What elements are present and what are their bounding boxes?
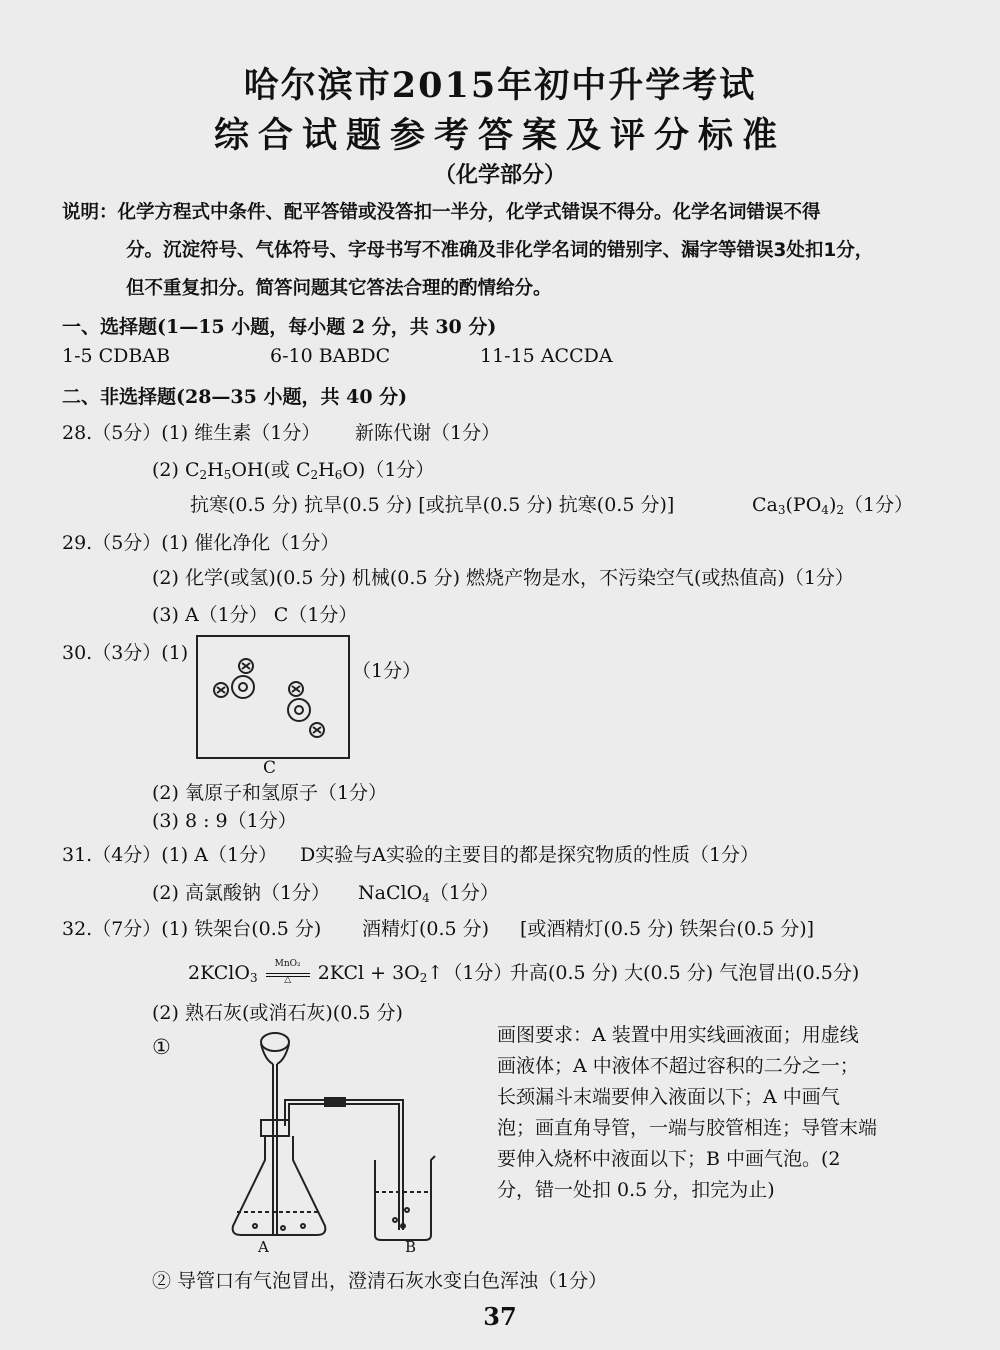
- q32-last-line: ② 导管口有气泡冒出，澄清石灰水变白色浑浊（1分）: [152, 1270, 608, 1292]
- q28-line3b: $Ca_3(PO_4)_2(1$分）: [752, 494, 914, 517]
- diagram-label-c: C: [263, 758, 277, 778]
- q29-line3: (3) A（1分） C（1分）: [152, 604, 358, 626]
- q31-line1b: D实验与A实验的主要目的都是探究物质的性质（1分）: [300, 844, 760, 866]
- note-line2: 分。沉淀符号、气体符号、字母书写不准确及非化学名词的错别字、漏字等错误3处扣1分，: [126, 240, 874, 261]
- section1-heading: 一、选择题(1—15 小题，每小题 2 分，共 30 分): [62, 316, 497, 338]
- q28-line1: 28.（5分）(1) 维生素（1分）: [62, 422, 321, 444]
- choice-answers-11-15: 11-15 ACCDA: [480, 345, 613, 367]
- note-line3: 但不重复扣分。简答问题其它答法合理的酌情给分。: [126, 278, 552, 299]
- drawing-requirements: 画图要求：A 装置中用实线画液面；用虚线画液体；A 中液体不超过容积的二分之一；长颈漏斗末端要伸入液面以下；A 中画气泡；画直角导管，一端与胶管相连；导管末端要伸入烧杯中液面以下；B 中画气泡。(2 分，错一处扣 0.5 分，扣完为止): [497, 1024, 878, 1201]
- circle-one-marker: ①: [152, 1035, 171, 1059]
- choice-answers-6-10: 6-10 BABDC: [270, 345, 391, 367]
- page-title-line2: 综合试题参考答案及评分标准: [213, 115, 786, 156]
- choice-answers-1-5: 1-5 CDBAB: [62, 345, 171, 367]
- q28-line3a: 抗寒(0.5 分) 抗旱(0.5 分) [或抗旱(0.5 分) 抗寒(0.5 分)]: [190, 494, 675, 516]
- q32-line3: (2) 熟石灰(或消石灰)(0.5 分): [152, 1002, 403, 1024]
- q31-line2b: NaClO$_4$（1分）: [358, 882, 499, 905]
- page-subtitle: （化学部分）: [433, 162, 566, 188]
- q31-line2: (2) 高氯酸钠（1分）: [152, 882, 331, 904]
- molecule-diagram-box: [196, 635, 350, 759]
- q30-score: （1分）: [352, 660, 422, 682]
- q28-line1b: 新陈代谢（1分）: [355, 422, 501, 444]
- apparatus-label-b: B: [405, 1238, 417, 1256]
- chemical-equation: 2KClO$_3$ MnO₂ △ $2KCl + 3O_2↑(1$分）: [188, 959, 513, 985]
- q32-eq-after: 升高(0.5 分) 大(0.5 分) 气泡冒出(0.5分): [510, 962, 860, 984]
- q32-line1: 32.（7分）(1) 铁架台(0.5 分): [62, 918, 322, 940]
- q31-line1: 31.（4分）(1) A（1分）: [62, 844, 278, 866]
- q32-line1c: [或酒精灯(0.5 分) 铁架台(0.5 分)]: [520, 918, 815, 940]
- gas-apparatus-diagram: [225, 1030, 465, 1264]
- q30-line1: 30.（3分）(1): [62, 642, 189, 664]
- q29-line1: 29.（5分）(1) 催化净化（1分）: [62, 532, 340, 554]
- note-line1: 说明：化学方程式中条件、配平答错或没答扣一半分，化学式错误不得分。化学名词错误不得: [62, 202, 821, 223]
- water-molecule-icon: [198, 637, 348, 757]
- page-title-line1: 哈尔滨市2015年初中升学考试: [243, 65, 757, 106]
- q32-line1b: 酒精灯(0.5 分): [362, 918, 490, 940]
- apparatus-label-a: A: [258, 1238, 269, 1256]
- page-number: 37: [483, 1302, 517, 1331]
- reaction-arrow: MnO₂ △: [264, 963, 312, 985]
- q30-line3: (3) 8 : 9（1分）: [152, 810, 297, 832]
- flask-beaker-icon: [225, 1030, 465, 1260]
- q29-line2: (2) 化学(或氢)(0.5 分) 机械(0.5 分) 燃烧产物是水，不污染空气(或热值高)（1分）: [152, 567, 854, 589]
- q30-line2: (2) 氧原子和氢原子（1分）: [152, 782, 388, 804]
- section2-heading: 二、非选择题(28—35 小题，共 40 分): [62, 386, 408, 408]
- q28-line2: (2) $C_2H_5OH$(或 $C_2H_6O)(1$分）: [152, 459, 435, 482]
